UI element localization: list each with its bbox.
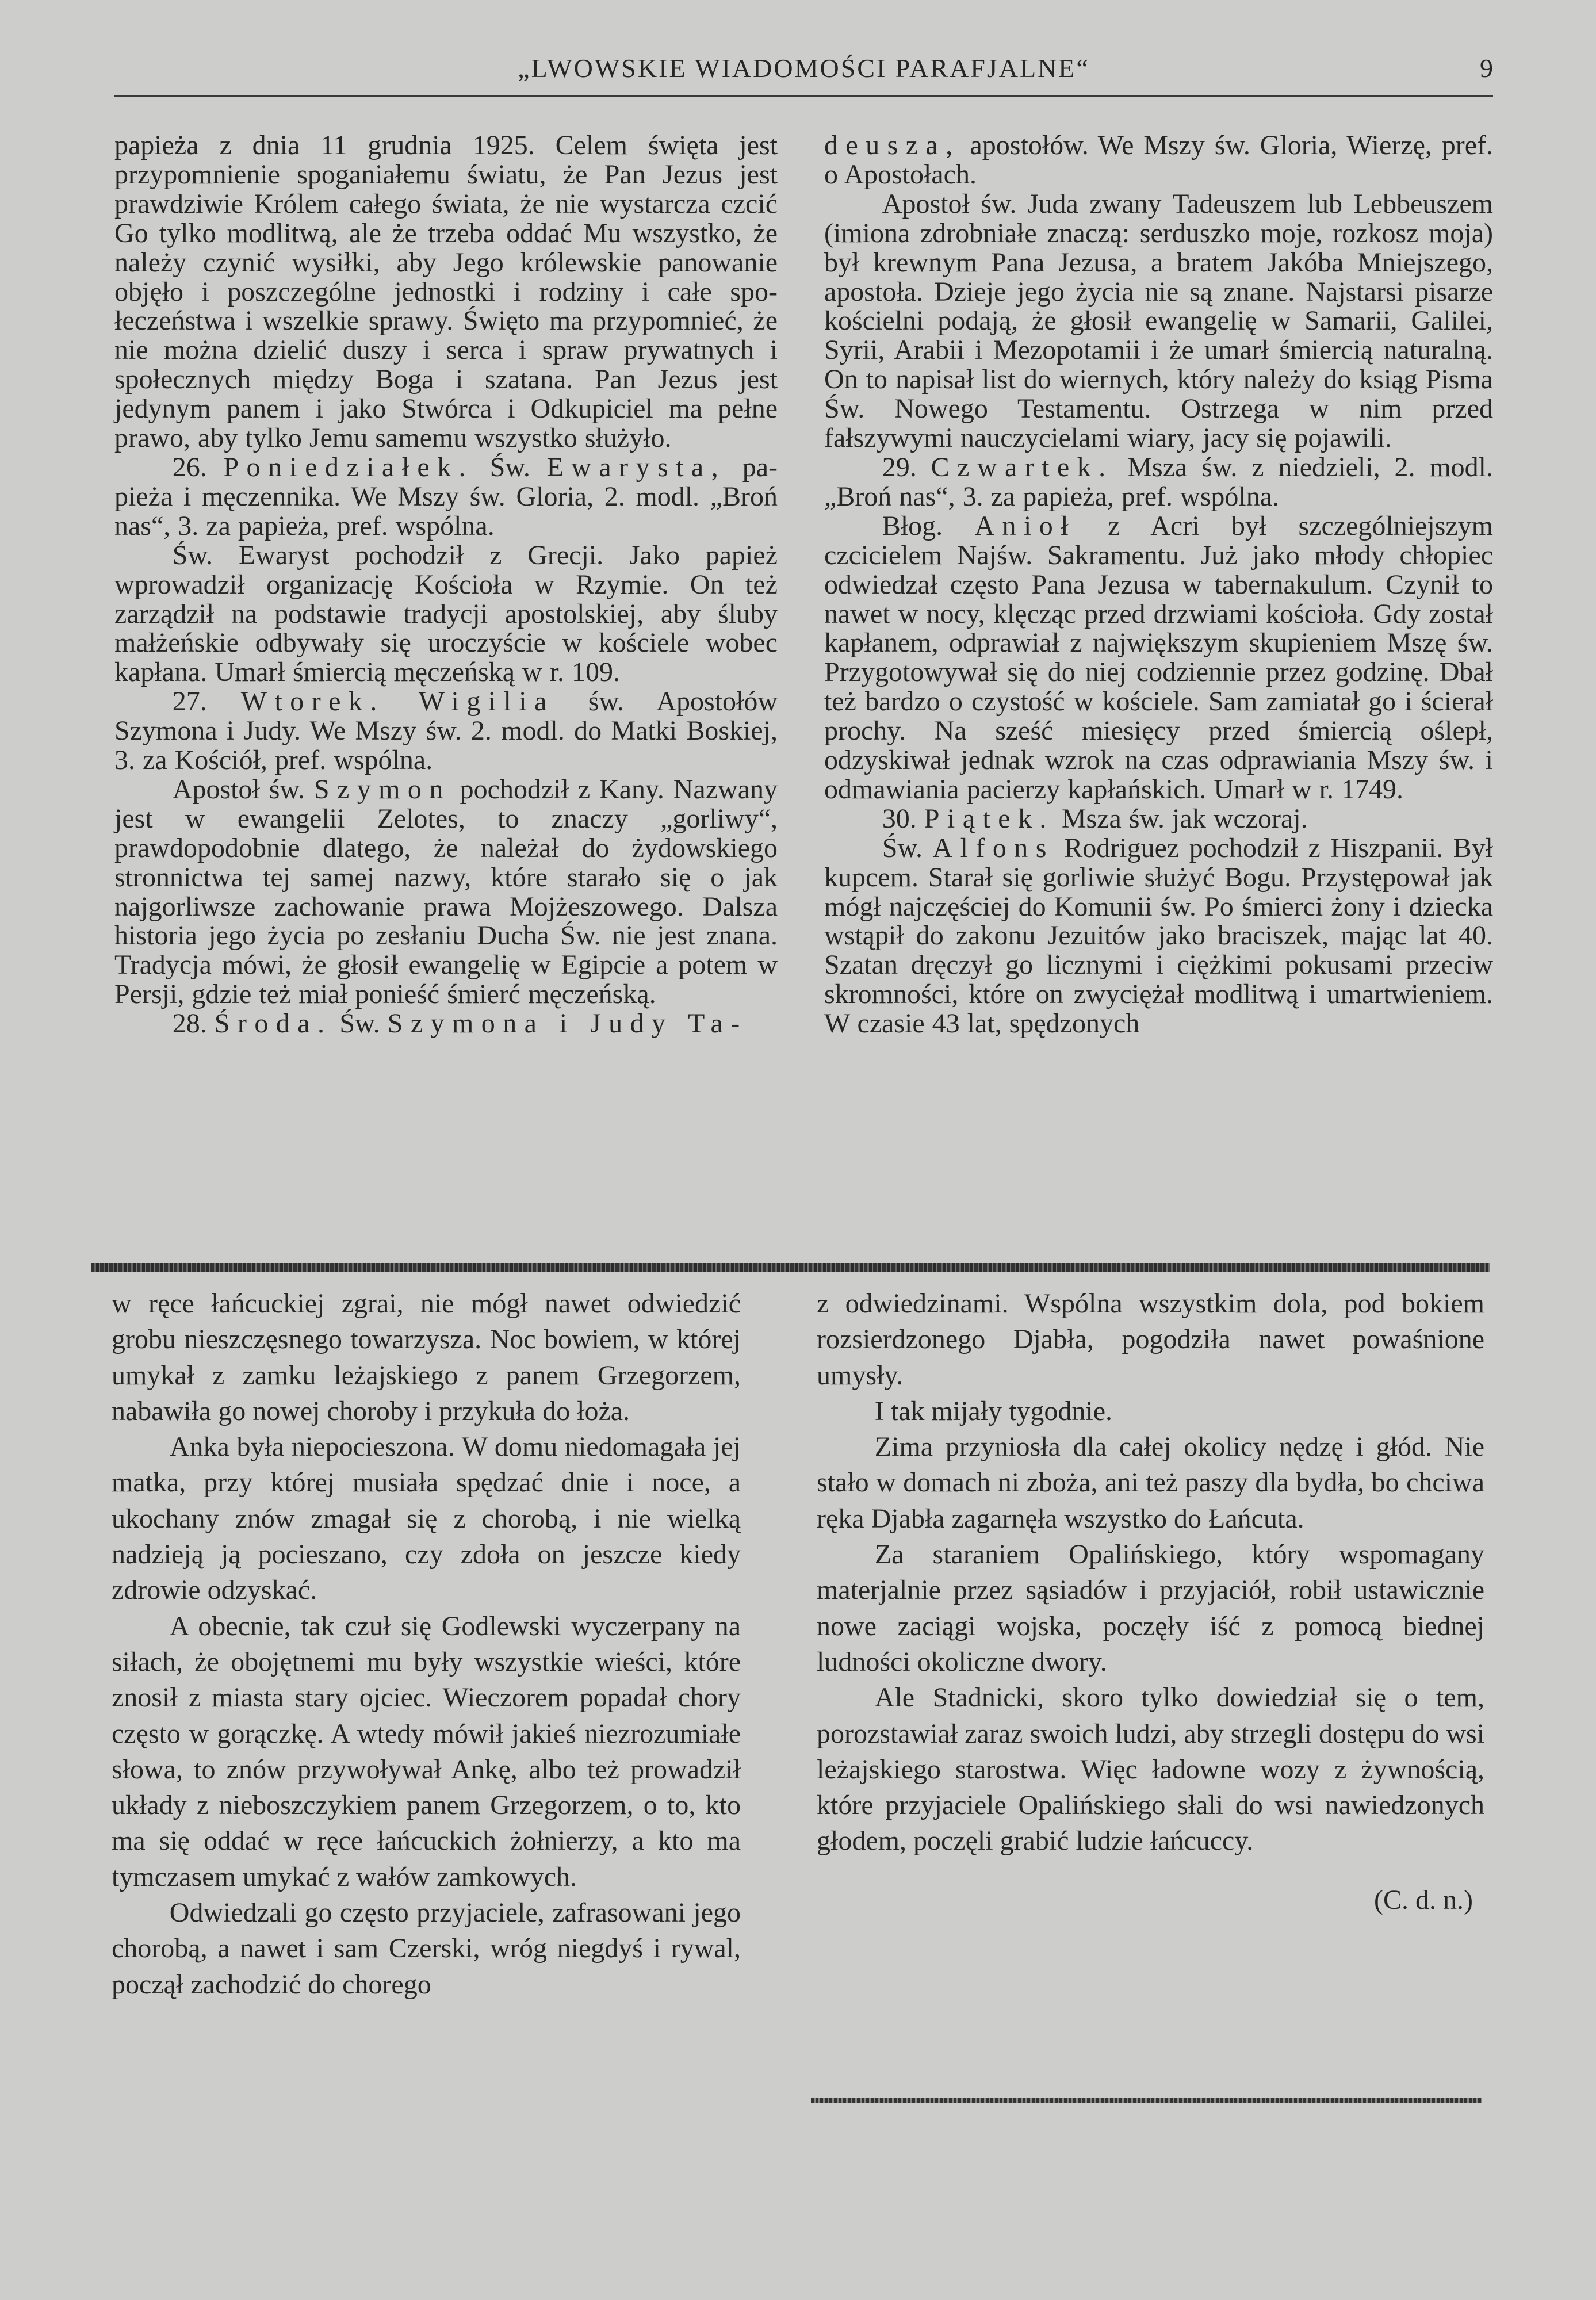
paragraph-text: Rodriguez pochodził z Hiszpanii. Był kupcem. Starał się gorliwie służyć Bogu. Przystępował jak mógł najczęściej do Komunii św. Po śmierci żony i dziecka wstąpił do zakonu Jezuitów jako braciszek, mając lat 40. Szatan dręczył go licznymi i ciężkimi pokusami przeciw skromności, które on zwyciężał modlitwą i umartwieniem. W czasie 43 lat, spędzonych [824,832,1494,1039]
paragraph-text: 28. [172,1008,215,1039]
paragraph [824,453,1493,512]
paragraph [114,1009,778,1039]
spaced-emphasis-text: Szymona i Judy Ta- [387,1008,748,1039]
paragraph [824,805,1493,834]
paragraph-text: w ręce łańcuckiej zgrai, nie mógł nawet odwiedzić grobu nieszczęsnego towarzysza. Noc bowiem, w której umykał z zamku leżajskiego z panem Grzegorzem, nabawiła go nowej choroby i przykuła do łoża. [112,1288,741,1426]
paragraph [824,834,1493,1039]
paragraph [114,775,778,1009]
spaced-emphasis-text: Alfons [932,832,1054,863]
paragraph-text: Msza św. z niedzieli, 2. modl. „Broń nas“, 3. za papieża, pref. wspólna. [824,451,1493,512]
spaced-emphasis-text: Szymon [313,774,451,805]
paragraph-text: Błog. [882,510,975,541]
paragraph [112,1429,741,1608]
spaced-emphasis-text: Czwartek. [931,451,1113,483]
spaced-emphasis-text: Anioł [974,510,1076,541]
paragraph-text: Św. [332,1008,388,1039]
paragraph-text [385,686,419,717]
spaced-emphasis-text: deusza, [824,130,960,160]
paragraph [817,1680,1484,1859]
spaced-emphasis-text: Piątek. [924,803,1054,834]
page-header [114,53,1493,97]
paragraph-text: 30. [882,803,924,834]
paragraph-text: św. Apostołów Szymona i Judy. We Mszy św. 2. modl. do Matki Boskiej, 3. za Kościół, pref. wspólna. [114,686,778,776]
paragraph [114,687,778,775]
section-divider [91,1263,1490,1272]
paragraph [817,1286,1484,1394]
paragraph-text: A obecnie, tak czuł się Godlewski wyczerpany na siłach, że obojętnemi mu były wszystkie wieści, które znosił z miasta stary ojciec. Wieczorem popadał chory często w gorączkę. A wtedy mówił jakieś niezrozumiałe słowa, to znów przywoływał Ankę, albo też prowadził układy z nieboszczykiem panem Grzegorzem, o to, kto ma się oddać w ręce łańcuckich żołnierzy, a kto ma tymczasem umykać z wałów zamkowych. [112,1610,741,1892]
publication-title: „LWOWSKIE WIADOMOŚCI PARAFJALNE“ [518,53,1090,83]
paragraph [824,131,1493,190]
paragraph-text: I tak mijały tygodnie. [874,1395,1113,1426]
paragraph-text: 26. [172,451,224,483]
spaced-emphasis-text: Wtorek. [240,686,385,717]
paragraph [114,541,778,688]
paragraph [817,1429,1484,1537]
paragraph-text: Msza św. jak wczoraj. [1054,803,1308,834]
paragraph-text: pochodził z Kany. Nazwany jest w ewangelii Zelotes, to znaczy „gorliwy“, prawdopodobnie dlatego, że należał do żydowskiego stronnictwa tej samej nazwy, które starało się o jak najgorliwsze zachowanie prawa Mojżeszowego. Dalsza historia jego życia po zesłaniu Ducha Św. nie jest znana. Tradycja mówi, że głosił ewangelię w Egipcie a potem w Persji, gdzie też miał ponieść śmierć męczeńską. [114,774,778,1010]
paragraph-text: Apostoł św. Juda zwany Tadeuszem lub Lebbeuszem (imiona zdrobniałe znaczą: serduszko moje, rozkosz moja) był krewnym Pana Jezusa, a bratem Jakóba Mniejszego, apostoła. Dzieje jego życia nie są znane. Najstarsi pisarze kościelni podają, że głosił ewangelię w Samarii, Galilei, Syrii, Arabii i Mezopotamii i że umarł śmiercią naturalną. On to napisał list do wiernych, który należy do ksiąg Pisma Św. Nowego Testamentu. Ostrzega w nim przed fałszywymi nauczycielami wiary, jacy się pojawili. [824,188,1493,454]
paragraph-text: 27. [172,686,241,717]
end-ornament-rule [811,2098,1482,2103]
paragraph [824,512,1493,805]
paragraph [112,1609,741,1895]
paragraph-text: 29. [882,451,931,483]
paragraph-text: papieża i męczennika. We Mszy św. Gloria, 2. modl. „Broń nas“, 3. za papieża, pref. wspólna. [114,451,778,541]
paragraph [112,1286,741,1429]
paragraph-text: Św. [473,451,547,483]
paragraph [114,453,778,541]
paragraph-text: papieża z dnia 11 grudnia 1925. Celem święta jest przypomnienie spoganiałemu światu, że Pan Jezus jest prawdziwie Królem całego świata, że nie wystarcza czcić Go tylko modlitwą, ale że trzeba oddać Mu wszystko, że należy czynić wysiłki, aby Jego królewskie panowanie objęło i poszczególne jednostki i rodziny i całe społeczeństwa i wszelkie sprawy. Święto ma przypomnieć, że nie można dzielić duszy i serca i spraw prywatnych i społecznych między Boga i szatana. Pan Jezus jest jedynym panem i jako Stwórca i Odkupiciel ma pełne prawo, aby tylko Jemu samemu wszystko służyło. [114,130,778,454]
calendar-column-right [824,131,1493,1039]
calendar-column-left [114,131,778,1039]
paragraph-text: Św. [882,832,933,863]
paragraph-text: z odwiedzinami. Wspólna wszystkim dola, pod bokiem rozsierdzonego Djabła, pogodziła nawet powaśnione umysły. [817,1288,1484,1391]
paragraph-text: Apostoł św. [172,774,314,805]
story-column-right [817,1286,1484,1918]
paragraph [817,1394,1484,1429]
paragraph-text: Ale Stadnicki, skoro tylko dowiedział się o tem, porozstawiał zaraz swoich ludzi, aby strzegli dostępu do wsi leżajskiego starostwa. Więc ładowne wozy z żywnością, które przyjaciele Opalińskiego słali do wsi nawiedzonych głodem, poczęli grabić ludzie łańcuccy. [817,1682,1484,1857]
paragraph-text: Anka była niepocieszona. W domu niedomagała jej matka, przy której musiała spędzać dnie i noce, a ukochany znów zmagał się z chorobą, i nie wielką nadzieją ją pocieszano, czy zdoła on jeszcze kiedy zdrowie odzyskać. [112,1432,741,1606]
paragraph-text: Zima przyniosła dla całej okolicy nędzę i głód. Nie stało w domach ni zboża, ani też paszy dla bydła, bo chciwa ręka Djabła zagarnęła wszystko do Łańcuta. [817,1432,1484,1534]
paragraph [114,131,778,453]
paragraph-text: Za staraniem Opalińskiego, który wspomagany materjalnie przez sąsiadów i przyjaciół, robił ustawicznie nowe zaciągi wojska, poczęły iść z pomocą biednej ludności okoliczne dwory. [817,1539,1484,1677]
spaced-emphasis-text: Ewarysta, [546,451,726,483]
spaced-emphasis-text: Poniedziałek. [223,451,474,483]
paragraph-text: z Acri był szczególniejszym czcicielem Najśw. Sakramentu. Już jako młody chłopiec odwiedzał często Pana Jezusa w tabernakulum. Czynił to nawet w nocy, klęcząc przed drzwiami kościoła. Gdy został kapłanem, odprawiał z największym skupieniem Mszę św. Przygotowywał się do niej codziennie przez godzinę. Dbał też bardzo o czystość w kościele. Sam zamiatał go i ścierał prochy. Na sześć miesięcy przed śmiercią oślepł, odzyskiwał jednak wzrok na czas odprawiania Mszy św. i odmawiania pacierzy kapłańskich. Umarł w r. 1749. [824,510,1493,805]
spaced-emphasis-text: Środa. [214,1008,332,1039]
page-number: 9 [1480,53,1493,83]
paragraph-text: apostołów. We Mszy św. Gloria, Wierzę, pref. o Apostołach. [824,130,1493,190]
paragraph-text: Odwiedzali go często przyjaciele, zafrasowani jego chorobą, a nawet i sam Czerski, wróg niegdyś i rywal, począł zachodzić do chorego [112,1897,741,2000]
paragraph [824,190,1493,453]
paragraph [817,1537,1484,1680]
story-column-left [112,1286,741,2003]
to-be-continued-note: (C. d. n.) [1374,1884,1473,1915]
paragraph-text: Św. Ewaryst pochodził z Grecji. Jako papież wprowadził organizację Kościoła w Rzymie. On też zarządził na podstawie tradycji apostolskiej, aby śluby małżeńskie odbywały się uroczyście w kościele wobec kapłana. Umarł śmiercią męczeńską w r. 109. [114,539,778,688]
spaced-emphasis-text: Wigilia [418,686,554,717]
paragraph [112,1895,741,2003]
